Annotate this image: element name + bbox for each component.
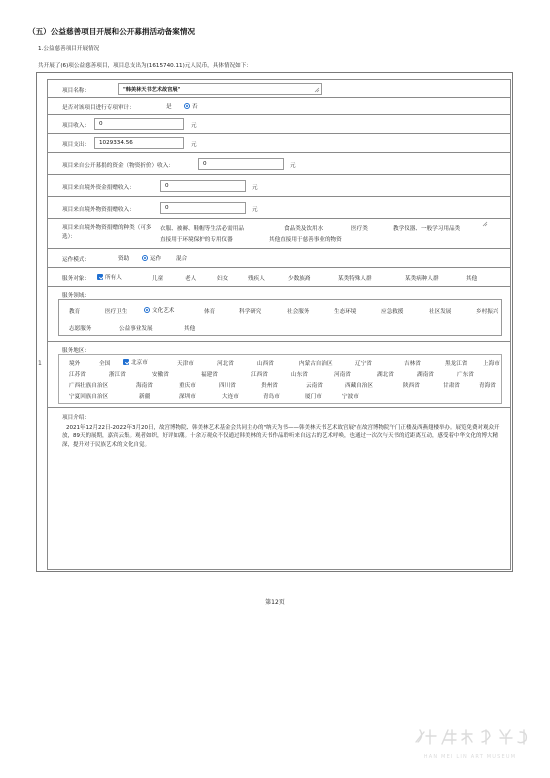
region-ningbo[interactable]: 宁波市 (342, 394, 359, 400)
region-xinjiang[interactable]: 新疆 (139, 394, 151, 400)
region-hainan[interactable]: 海南省 (136, 383, 153, 389)
intro-description: 2021年12月22日-2022年3月20日，故宫博物院、韩美林艺术基金会共同主办的"纳天为书——韩美林天书艺术故宫展"在故宫博物院午门正楼及西燕翅楼举办。展览免费对观众开放，89天的展期，嘉宾云集。观者如织，好评如潮。十余万观众不仅通过韩美林的天书作品聆听来自远古的艺术呼唤，也通过一次次与天书的近距离互动，感受着中华文化的博大精深，提升对于民族艺术的文化自觉。 (62, 425, 500, 448)
audit-yes-label: 是 (166, 104, 172, 110)
row-income (48, 115, 510, 134)
foreign-goods-value: 0 (165, 205, 169, 211)
expense-value: 1029334.56 (99, 140, 133, 146)
target-all-label: 所有人 (105, 275, 122, 281)
region-label: 服务地区： (62, 348, 90, 354)
region-hubei[interactable]: 湖北省 (377, 372, 394, 378)
field-rural[interactable]: 乡村振兴 (476, 309, 499, 315)
region-guangdong[interactable]: 广东省 (457, 372, 474, 378)
row-foreign-fund (48, 175, 510, 197)
goods-type-other[interactable]: 其他直接用于慈善事业的物资 (269, 237, 342, 243)
region-anhui[interactable]: 安徽省 (152, 372, 169, 378)
field-emergency[interactable]: 应急救援 (381, 309, 404, 315)
target-children[interactable]: 儿童 (152, 276, 164, 282)
region-ningxia[interactable]: 宁夏回族自治区 (69, 394, 109, 400)
target-ethnic[interactable]: 少数族裔 (288, 276, 311, 282)
field-volunteer[interactable]: 志愿服务 (69, 326, 92, 332)
mode-operation-label: 运作 (150, 256, 162, 262)
field-medical[interactable]: 医疗卫生 (105, 309, 128, 315)
mode-mixed-label: 混合 (176, 256, 188, 262)
checkbox-checked-icon (123, 359, 129, 365)
field-community[interactable]: 社区发展 (429, 309, 452, 315)
foreign-goods-field[interactable] (160, 202, 246, 214)
target-all-option[interactable] (97, 273, 122, 281)
section-title: （五）公益慈善项目开展和公开募捐活动备案情况 (28, 27, 196, 36)
target-other[interactable]: 其他 (466, 276, 478, 282)
target-elderly[interactable]: 老人 (185, 276, 197, 282)
region-fujian[interactable]: 福建省 (201, 372, 218, 378)
public-fund-value: 0 (203, 161, 207, 167)
goods-type-daily[interactable]: 衣服、被褥、鞋帽等生活必需用品 (160, 226, 244, 232)
museum-logo (400, 724, 540, 764)
income-unit: 元 (191, 123, 197, 129)
service-region-grid (58, 354, 502, 404)
radio-selected-icon (144, 307, 150, 313)
goods-type-environment[interactable]: 直接用于环境保护的专用仪器 (160, 237, 233, 243)
public-fund-field[interactable] (198, 158, 284, 170)
radio-selected-icon (184, 103, 190, 109)
field-education[interactable]: 教育 (69, 309, 81, 315)
region-gansu[interactable]: 甘肃省 (443, 383, 460, 389)
mode-mixed-option[interactable] (176, 254, 187, 262)
region-guangxi[interactable]: 广西壮族自治区 (69, 383, 109, 389)
audit-no-label: 否 (192, 104, 198, 110)
row-project-intro (48, 408, 510, 569)
logo-latin-text: HAN MEI LIN ART MUSEUM (423, 754, 517, 760)
page-number: 第12页 (265, 599, 285, 606)
expense-field[interactable] (94, 137, 184, 149)
region-qinghai[interactable]: 青海省 (479, 383, 496, 389)
target-disabled[interactable]: 残疾人 (248, 276, 265, 282)
public-fund-label: 项目来自公开募捐的资金（物资折价）收入： (62, 163, 174, 169)
region-xizang[interactable]: 西藏自治区 (345, 383, 373, 389)
field-ecology[interactable]: 生态环境 (334, 309, 357, 315)
field-culture-label: 文化艺术 (152, 308, 175, 314)
resize-handle-icon[interactable] (482, 221, 488, 227)
project-name-field[interactable] (118, 83, 322, 95)
row-public-fund (48, 153, 510, 175)
row-operation-mode (48, 249, 510, 268)
mode-funding-option[interactable] (118, 254, 129, 262)
region-shanxi[interactable]: 山西省 (257, 361, 274, 367)
region-shandong[interactable]: 山东省 (291, 372, 308, 378)
region-liaoning[interactable]: 辽宁省 (355, 361, 372, 367)
row-number: 1 (38, 360, 42, 367)
foreign-goods-label: 项目来自境外物资捐赠收入： (62, 207, 135, 213)
field-science[interactable]: 科学研究 (239, 309, 262, 315)
region-beijing-option[interactable] (123, 358, 148, 366)
public-fund-unit: 元 (290, 163, 296, 169)
region-guizhou[interactable]: 贵州省 (261, 383, 278, 389)
project-form (47, 79, 511, 570)
project-name-label: 项目名称： (62, 88, 90, 94)
region-hunan[interactable]: 湖南省 (417, 372, 434, 378)
foreign-goods-unit: 元 (252, 207, 258, 213)
income-field[interactable] (94, 118, 184, 130)
foreign-fund-value: 0 (165, 183, 169, 189)
row-service-targets (48, 268, 510, 287)
row-service-regions (48, 342, 510, 408)
region-sichuan[interactable]: 四川省 (219, 383, 236, 389)
target-special-group[interactable]: 某类特殊人群 (338, 276, 372, 282)
row-project-name (48, 80, 510, 98)
foreign-fund-unit: 元 (252, 185, 258, 191)
goods-type-food[interactable]: 食品类及饮用水 (284, 226, 324, 232)
field-label: 服务领域： (62, 293, 90, 299)
checkbox-checked-icon (97, 274, 103, 280)
region-zhejiang[interactable]: 浙江省 (109, 372, 126, 378)
project-table (36, 72, 513, 572)
goods-type-teaching[interactable]: 教学仪器、一般学习用品类 (393, 226, 461, 232)
mode-operation-option[interactable] (142, 254, 161, 262)
expense-label: 项目支出： (62, 142, 90, 148)
region-overseas[interactable]: 境外 (69, 361, 81, 367)
region-xiamen[interactable]: 厦门市 (305, 394, 322, 400)
resize-handle-icon[interactable] (314, 87, 320, 93)
target-label: 服务对象： (62, 276, 90, 282)
goods-type-medical[interactable]: 医疗类 (351, 226, 368, 232)
region-heilongjiang[interactable]: 黑龙江省 (445, 361, 468, 367)
region-shaanxi[interactable]: 陕西省 (403, 383, 420, 389)
intro-label: 项目介绍： (62, 415, 90, 421)
region-shenzhen[interactable]: 深圳市 (179, 394, 196, 400)
audit-no-option[interactable] (184, 102, 198, 110)
project-name-value: "韩美林天书艺术故宫展" (123, 87, 181, 93)
income-label: 项目收入： (62, 123, 90, 129)
region-tianjin[interactable]: 天津市 (177, 361, 194, 367)
audit-label: 是否对该项目进行专项审计： (62, 105, 135, 111)
row-service-fields (48, 287, 510, 342)
row-special-audit (48, 98, 510, 115)
service-field-grid (58, 299, 502, 336)
field-other[interactable]: 其他 (184, 326, 196, 332)
region-jiangsu[interactable]: 江苏省 (69, 372, 86, 378)
region-yunnan[interactable]: 云南省 (306, 383, 323, 389)
region-jiangxi[interactable]: 江西省 (251, 372, 268, 378)
region-beijing-label: 北京市 (131, 360, 148, 366)
radio-selected-icon (142, 255, 148, 261)
row-foreign-goods (48, 197, 510, 219)
target-disease-group[interactable]: 某类病种人群 (405, 276, 439, 282)
goods-type-label: 项目来自境外物资捐赠的种类（可多选）： (62, 225, 152, 240)
mode-funding-label: 资助 (118, 256, 130, 262)
foreign-fund-field[interactable] (160, 180, 246, 192)
row-goods-types (48, 219, 510, 249)
region-shanghai[interactable]: 上海市 (483, 361, 500, 367)
region-dalian[interactable]: 大连市 (222, 394, 239, 400)
target-women[interactable]: 妇女 (217, 276, 229, 282)
field-public-welfare[interactable]: 公益事业发展 (119, 326, 153, 332)
foreign-fund-label: 项目来自境外资金捐赠收入： (62, 185, 135, 191)
subsection-title: 1.公益慈善项目开展情况 (38, 46, 100, 52)
expense-unit: 元 (191, 142, 197, 148)
audit-yes-option[interactable] (166, 102, 172, 110)
field-social-service[interactable]: 社会服务 (287, 309, 310, 315)
region-qingdao[interactable]: 青岛市 (263, 394, 280, 400)
region-neimenggu[interactable]: 内蒙古自治区 (299, 361, 333, 367)
region-henan[interactable]: 河南省 (334, 372, 351, 378)
field-sports[interactable]: 体育 (204, 309, 216, 315)
mode-label: 运作模式： (62, 257, 90, 263)
intro-text: 共开展了(6)项公益慈善项目，项目总支出为(1615740.11)元人民币，具体情况如下： (38, 63, 252, 69)
region-hebei[interactable]: 河北省 (217, 361, 234, 367)
region-chongqing[interactable]: 重庆市 (179, 383, 196, 389)
region-nationwide[interactable]: 全国 (99, 361, 111, 367)
income-value: 0 (99, 121, 103, 127)
region-jilin[interactable]: 吉林省 (404, 361, 421, 367)
field-culture-option[interactable] (144, 306, 174, 314)
row-expense (48, 134, 510, 153)
